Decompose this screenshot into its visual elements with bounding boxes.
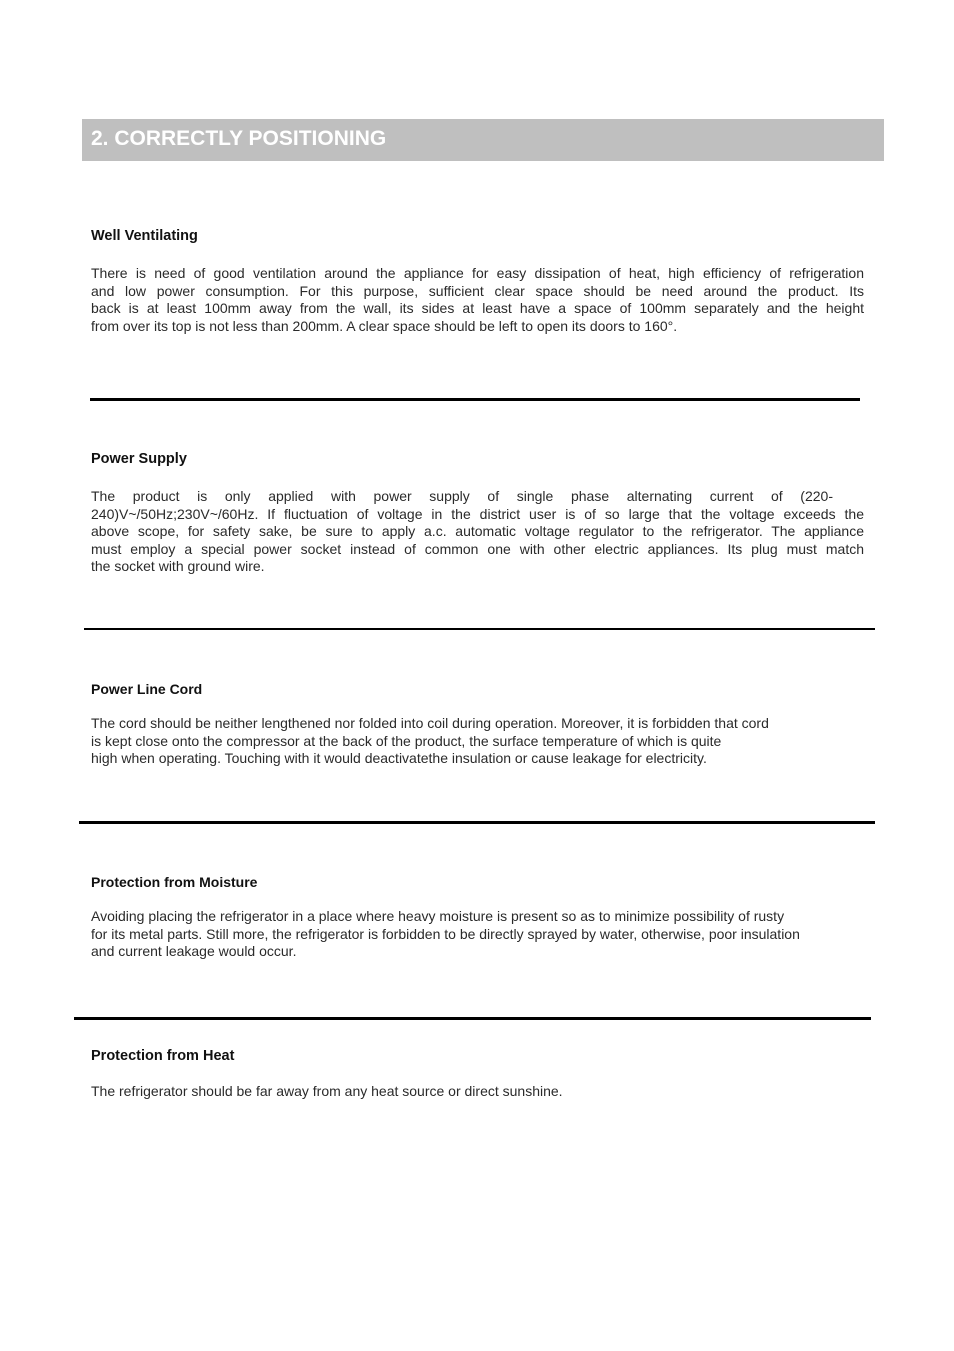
paragraph-protection-from-heat [91, 1083, 864, 1101]
paragraph-line: The product is only applied with power supply of single phase alternating current of (220- [91, 488, 833, 504]
section-title: 2. CORRECTLY POSITIONING [91, 127, 387, 150]
paragraph-line: is kept close onto the compressor at the back of the product, the surface temperature of which is quite [91, 732, 722, 749]
divider-rule [84, 628, 875, 630]
paragraph-power-supply [91, 488, 864, 576]
heading-power-supply: Power Supply [91, 451, 187, 467]
paragraph-line: the socket with ground wire. [91, 558, 265, 574]
paragraph-line: The cord should be neither lengthened nor folded into coil during operation. Moreover, it is forbidden that cord [91, 715, 769, 731]
paragraph-well-ventilating [91, 265, 864, 335]
paragraph-line: must employ a special power socket instead of common one with other electric appliances. Its plug must match [91, 540, 864, 557]
paragraph-line: The refrigerator should be far away from any heat source or direct sunshine. [91, 1083, 563, 1099]
paragraph-line: Avoiding placing the refrigerator in a place where heavy moisture is present so as to minimize possibility of rusty [91, 908, 785, 924]
paragraph-line: for its metal parts. Still more, the refrigerator is forbidden to be directly sprayed by water, otherwise, poor insulation [91, 925, 800, 942]
paragraph-line: high when operating. Touching with it would deactivatethe insulation or cause leakage for electricity. [91, 750, 707, 766]
paragraph-power-line-cord [91, 715, 864, 768]
divider-rule [79, 821, 875, 824]
section-title-bar [82, 119, 884, 161]
heading-power-line-cord: Power Line Cord [91, 681, 203, 697]
heading-well-ventilating: Well Ventilating [91, 228, 198, 244]
paragraph-line: 240)V~/50Hz;230V~/60Hz. If fluctuation of voltage in the district user is of so large that the voltage exceeds the [91, 505, 864, 522]
divider-rule [90, 398, 860, 401]
paragraph-protection-from-moisture [91, 908, 864, 961]
paragraph-line: and current leakage would occur. [91, 943, 297, 959]
paragraph-line: above scope, for safety sake, be sure to apply a.c. automatic voltage regulator to the refrigerator. The appliance [91, 523, 864, 539]
divider-rule [74, 1017, 871, 1020]
paragraph-line: and low power consumption. For this purpose, sufficient clear space should be need around the product. Its [91, 282, 864, 299]
paragraph-line: back is at least 100mm away from the wall, its sides at least have a space of 100mm separately and the height [91, 300, 864, 316]
paragraph-line: from over its top is not less than 200mm. A clear space should be left to open its doors to 160°. [91, 317, 678, 334]
heading-protection-from-heat: Protection from Heat [91, 1048, 235, 1064]
heading-protection-from-moisture: Protection from Moisture [91, 874, 258, 890]
paragraph-line: There is need of good ventilation around the appliance for easy dissipation of heat, high efficiency of refrigeration [91, 265, 864, 281]
